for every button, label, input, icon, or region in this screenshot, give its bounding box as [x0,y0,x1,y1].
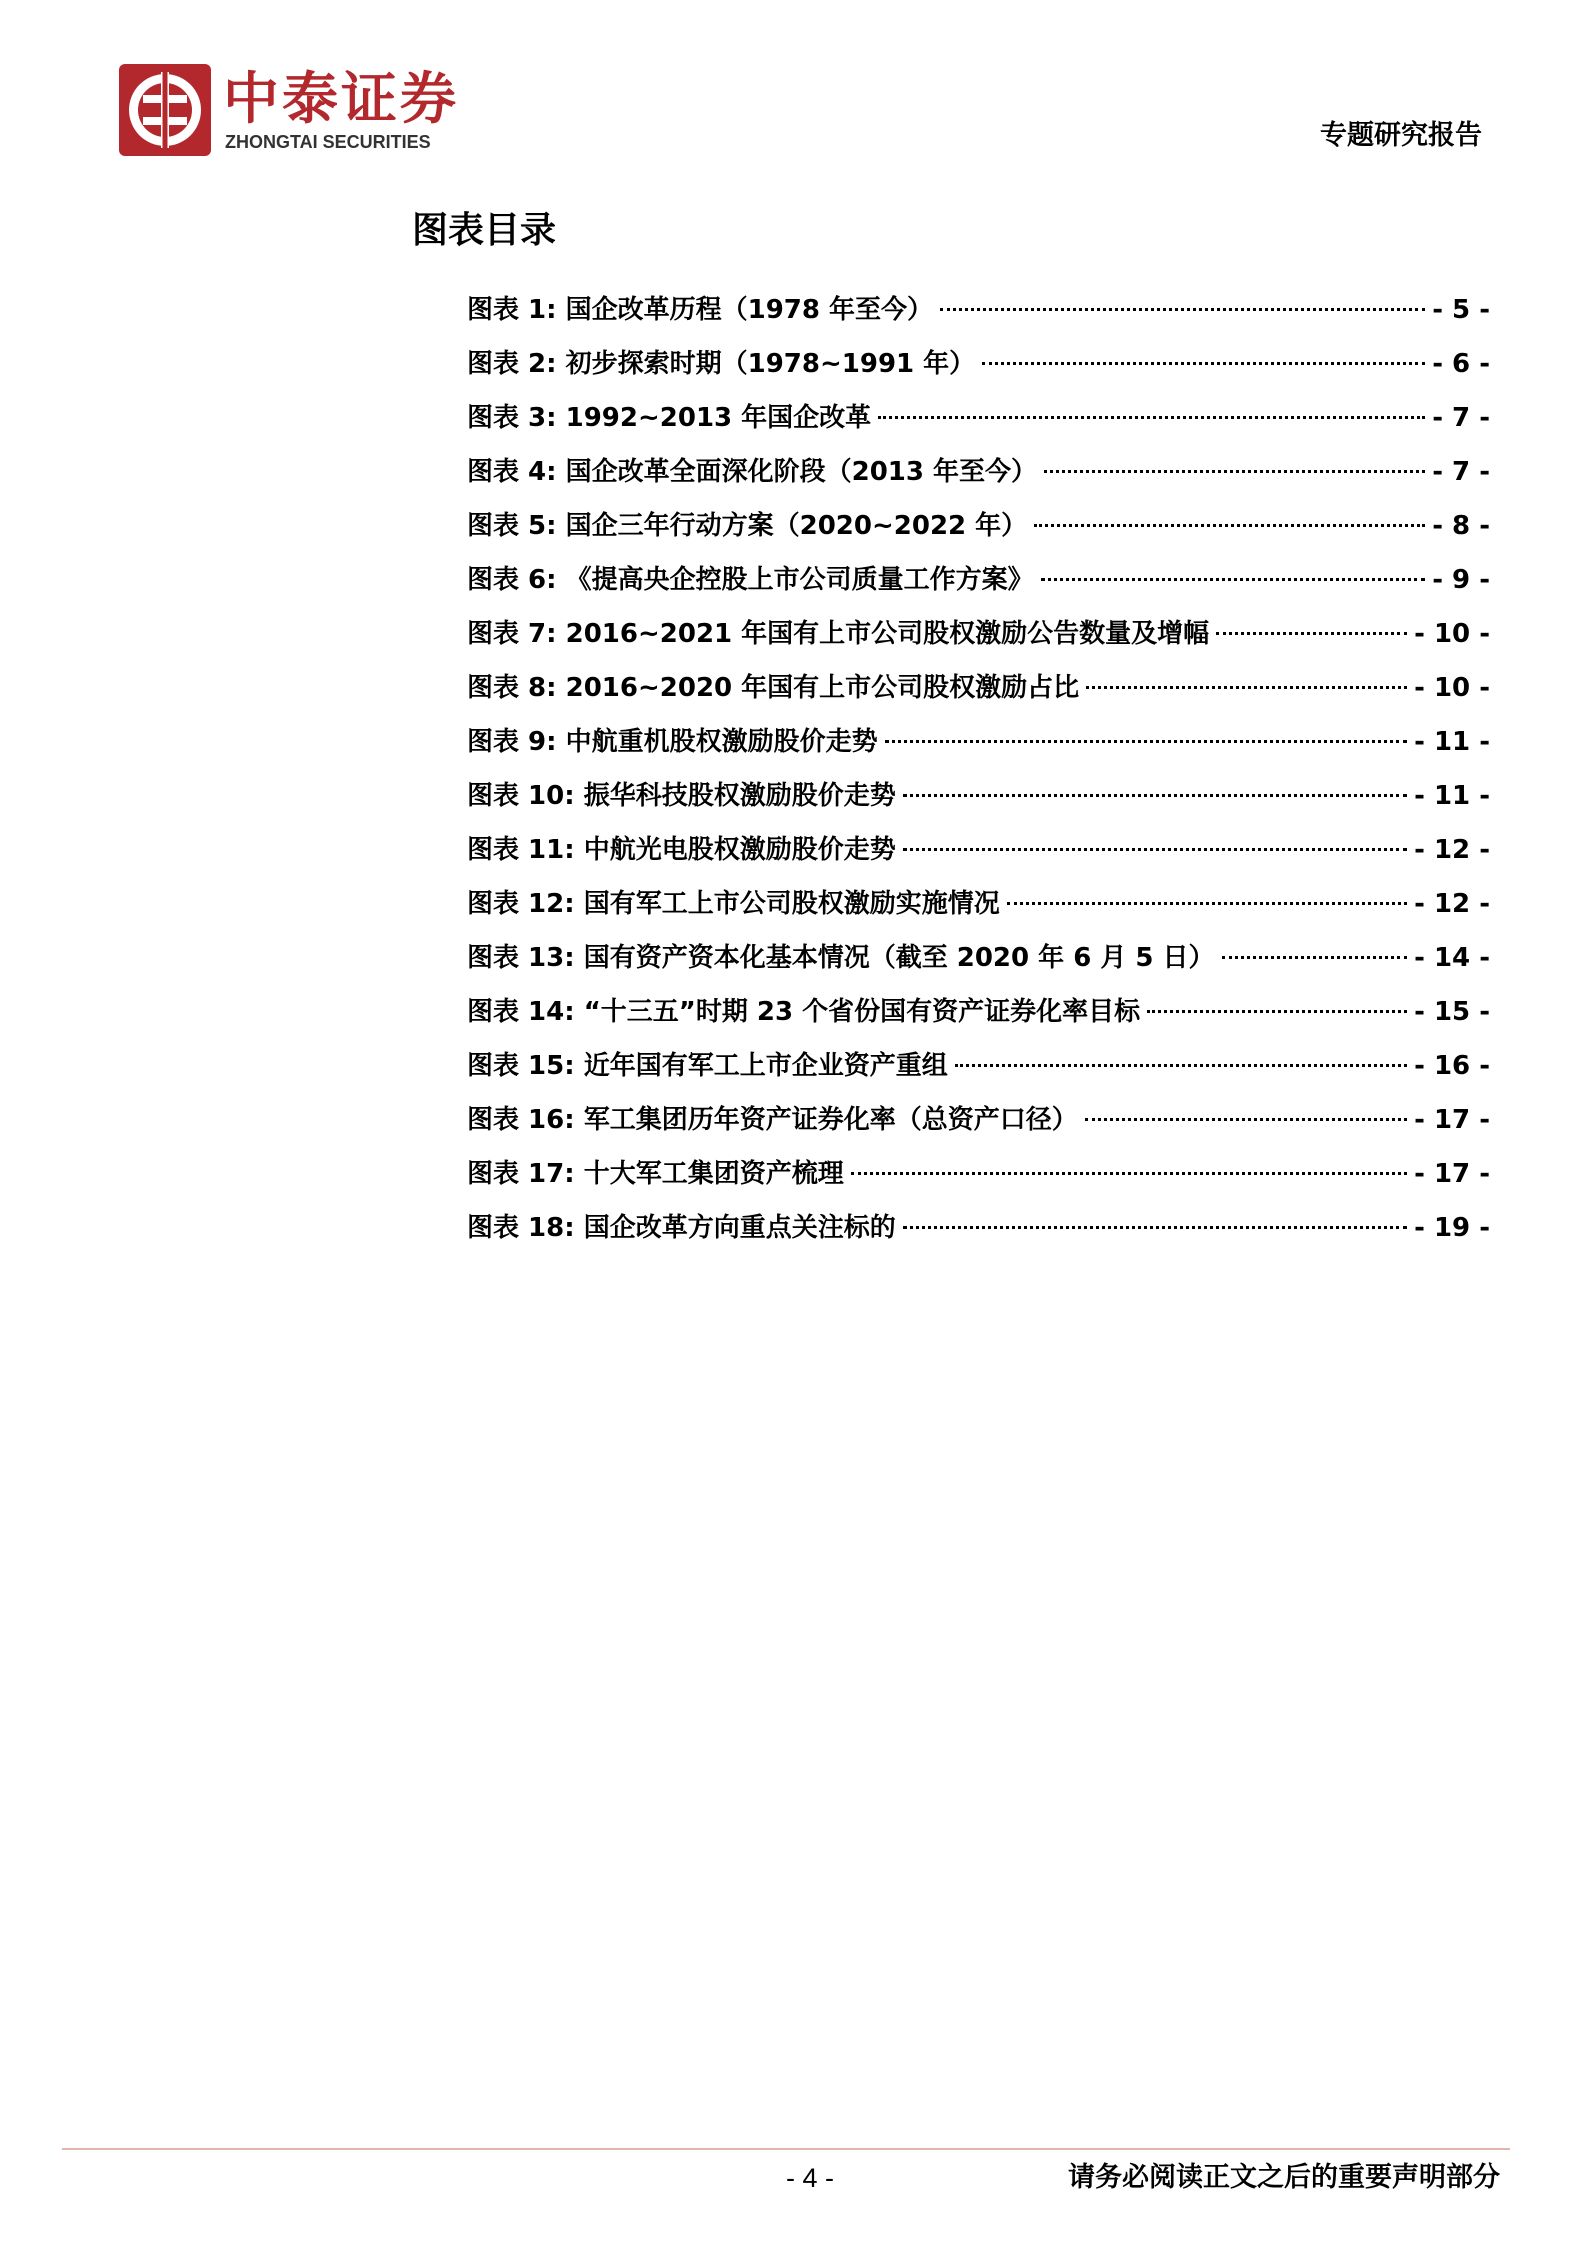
toc-entry[interactable] [467,722,1490,776]
toc-entry[interactable] [467,1100,1490,1154]
toc-entry-title: 初步探索时期（1978~1991 年） [565,349,976,379]
toc-entry[interactable] [467,938,1490,992]
toc-entry-label: 图表 17: [467,1159,575,1189]
toc-entry[interactable] [467,1154,1490,1208]
toc-entry-title: 国企三年行动方案（2020~2022 年） [565,511,1028,541]
toc-entry-title: 国企改革历程（1978 年至今） [565,295,934,325]
toc-entry-label: 图表 4: [467,457,557,487]
toc-dot-leader [1222,956,1408,959]
toc-entry-page: - 10 - [1414,619,1490,649]
toc-entry-label: 图表 7: [467,619,557,649]
page-number: - 4 - [785,2163,834,2193]
toc-entry-label: 图表 18: [467,1213,575,1243]
toc-entry-title: 国有军工上市公司股权激励实施情况 [583,889,1000,919]
toc-entry-page: - 14 - [1414,943,1490,973]
report-type-label: 专题研究报告 [1320,120,1482,151]
toc-entry-page: - 11 - [1414,727,1490,757]
toc-entry-page: - 10 - [1414,673,1490,703]
toc-entry-page: - 8 - [1432,511,1490,541]
toc-entry-title: 国企改革方向重点关注标的 [583,1213,896,1243]
toc-entry-label: 图表 16: [467,1105,575,1135]
toc-entry-page: - 7 - [1432,403,1490,433]
toc-entry-title: 1992~2013 年国企改革 [565,403,872,433]
toc-entry-label: 图表 13: [467,943,575,973]
toc-entry-label: 图表 15: [467,1051,575,1081]
toc-entry-label: 图表 12: [467,889,575,919]
toc-dot-leader [1034,524,1425,527]
toc-entry-page: - 6 - [1432,349,1490,379]
toc-list [467,290,1490,1262]
toc-entry-page: - 12 - [1414,889,1490,919]
logo-english-name: ZHONGTAI SECURITIES [225,132,431,152]
toc-entry[interactable] [467,560,1490,614]
toc-entry-title: 中航重机股权激励股价走势 [565,727,878,757]
toc-entry-title: 国企改革全面深化阶段（2013 年至今） [565,457,1038,487]
toc-entry-title: “十三五”时期 23 个省份国有资产证券化率目标 [583,997,1141,1027]
toc-dot-leader [1216,632,1407,635]
toc-dot-leader [982,362,1425,365]
toc-dot-leader [1086,686,1407,689]
toc-dot-leader [903,1226,1407,1229]
toc-entry-label: 图表 6: [467,565,557,595]
footer-divider [62,2148,1510,2150]
toc-entry-page: - 11 - [1414,781,1490,811]
toc-dot-leader [1044,470,1425,473]
toc-entry-page: - 17 - [1414,1159,1490,1189]
toc-title: 图表目录 [412,210,557,251]
toc-entry-page: - 16 - [1414,1051,1490,1081]
toc-entry-label: 图表 9: [467,727,557,757]
toc-dot-leader [1007,902,1407,905]
toc-entry-title: 近年国有军工上市企业资产重组 [583,1051,948,1081]
toc-entry-label: 图表 10: [467,781,575,811]
toc-entry[interactable] [467,452,1490,506]
toc-entry-label: 图表 2: [467,349,557,379]
toc-entry-page: - 7 - [1432,457,1490,487]
toc-entry-title: 振华科技股权激励股价走势 [583,781,896,811]
toc-entry-page: - 15 - [1414,997,1490,1027]
toc-entry-title: 中航光电股权激励股价走势 [583,835,896,865]
toc-entry-label: 图表 3: [467,403,557,433]
toc-dot-leader [1085,1118,1407,1121]
toc-entry-title: 国有资产资本化基本情况（截至 2020 年 6 月 5 日） [583,943,1215,973]
toc-entry[interactable] [467,398,1490,452]
toc-entry-label: 图表 1: [467,295,557,325]
logo-chinese-name: 中泰证券 [223,67,459,132]
toc-entry-title: 十大军工集团资产梳理 [583,1159,844,1189]
zhongtai-logo-icon [117,62,213,158]
company-logo [117,62,477,160]
toc-dot-leader [878,416,1425,419]
toc-dot-leader [903,848,1407,851]
toc-entry[interactable] [467,344,1490,398]
toc-entry-title: 军工集团历年资产证券化率（总资产口径） [583,1105,1078,1135]
toc-entry-page: - 19 - [1414,1213,1490,1243]
toc-entry-title: 2016~2021 年国有上市公司股权激励公告数量及增幅 [565,619,1210,649]
toc-entry[interactable] [467,776,1490,830]
toc-entry-title: 《提高央企控股上市公司质量工作方案》 [565,565,1034,595]
toc-entry[interactable] [467,884,1490,938]
toc-dot-leader [885,740,1408,743]
toc-entry[interactable] [467,830,1490,884]
toc-dot-leader [940,308,1425,311]
toc-entry-title: 2016~2020 年国有上市公司股权激励占比 [565,673,1080,703]
toc-dot-leader [1147,1010,1407,1013]
toc-dot-leader [903,794,1407,797]
toc-entry-page: - 9 - [1432,565,1490,595]
toc-entry-page: - 5 - [1432,295,1490,325]
toc-entry[interactable] [467,506,1490,560]
toc-entry[interactable] [467,1208,1490,1262]
toc-entry[interactable] [467,614,1490,668]
toc-entry-page: - 12 - [1414,835,1490,865]
toc-entry-page: - 17 - [1414,1105,1490,1135]
toc-dot-leader [1041,578,1426,581]
toc-entry-label: 图表 11: [467,835,575,865]
disclaimer-note: 请务必阅读正文之后的重要声明部分 [1068,2162,1500,2193]
toc-entry[interactable] [467,290,1490,344]
toc-entry[interactable] [467,1046,1490,1100]
toc-entry[interactable] [467,668,1490,722]
toc-entry-label: 图表 8: [467,673,557,703]
toc-dot-leader [955,1064,1407,1067]
toc-entry[interactable] [467,992,1490,1046]
toc-dot-leader [851,1172,1407,1175]
toc-entry-label: 图表 14: [467,997,575,1027]
toc-entry-label: 图表 5: [467,511,557,541]
